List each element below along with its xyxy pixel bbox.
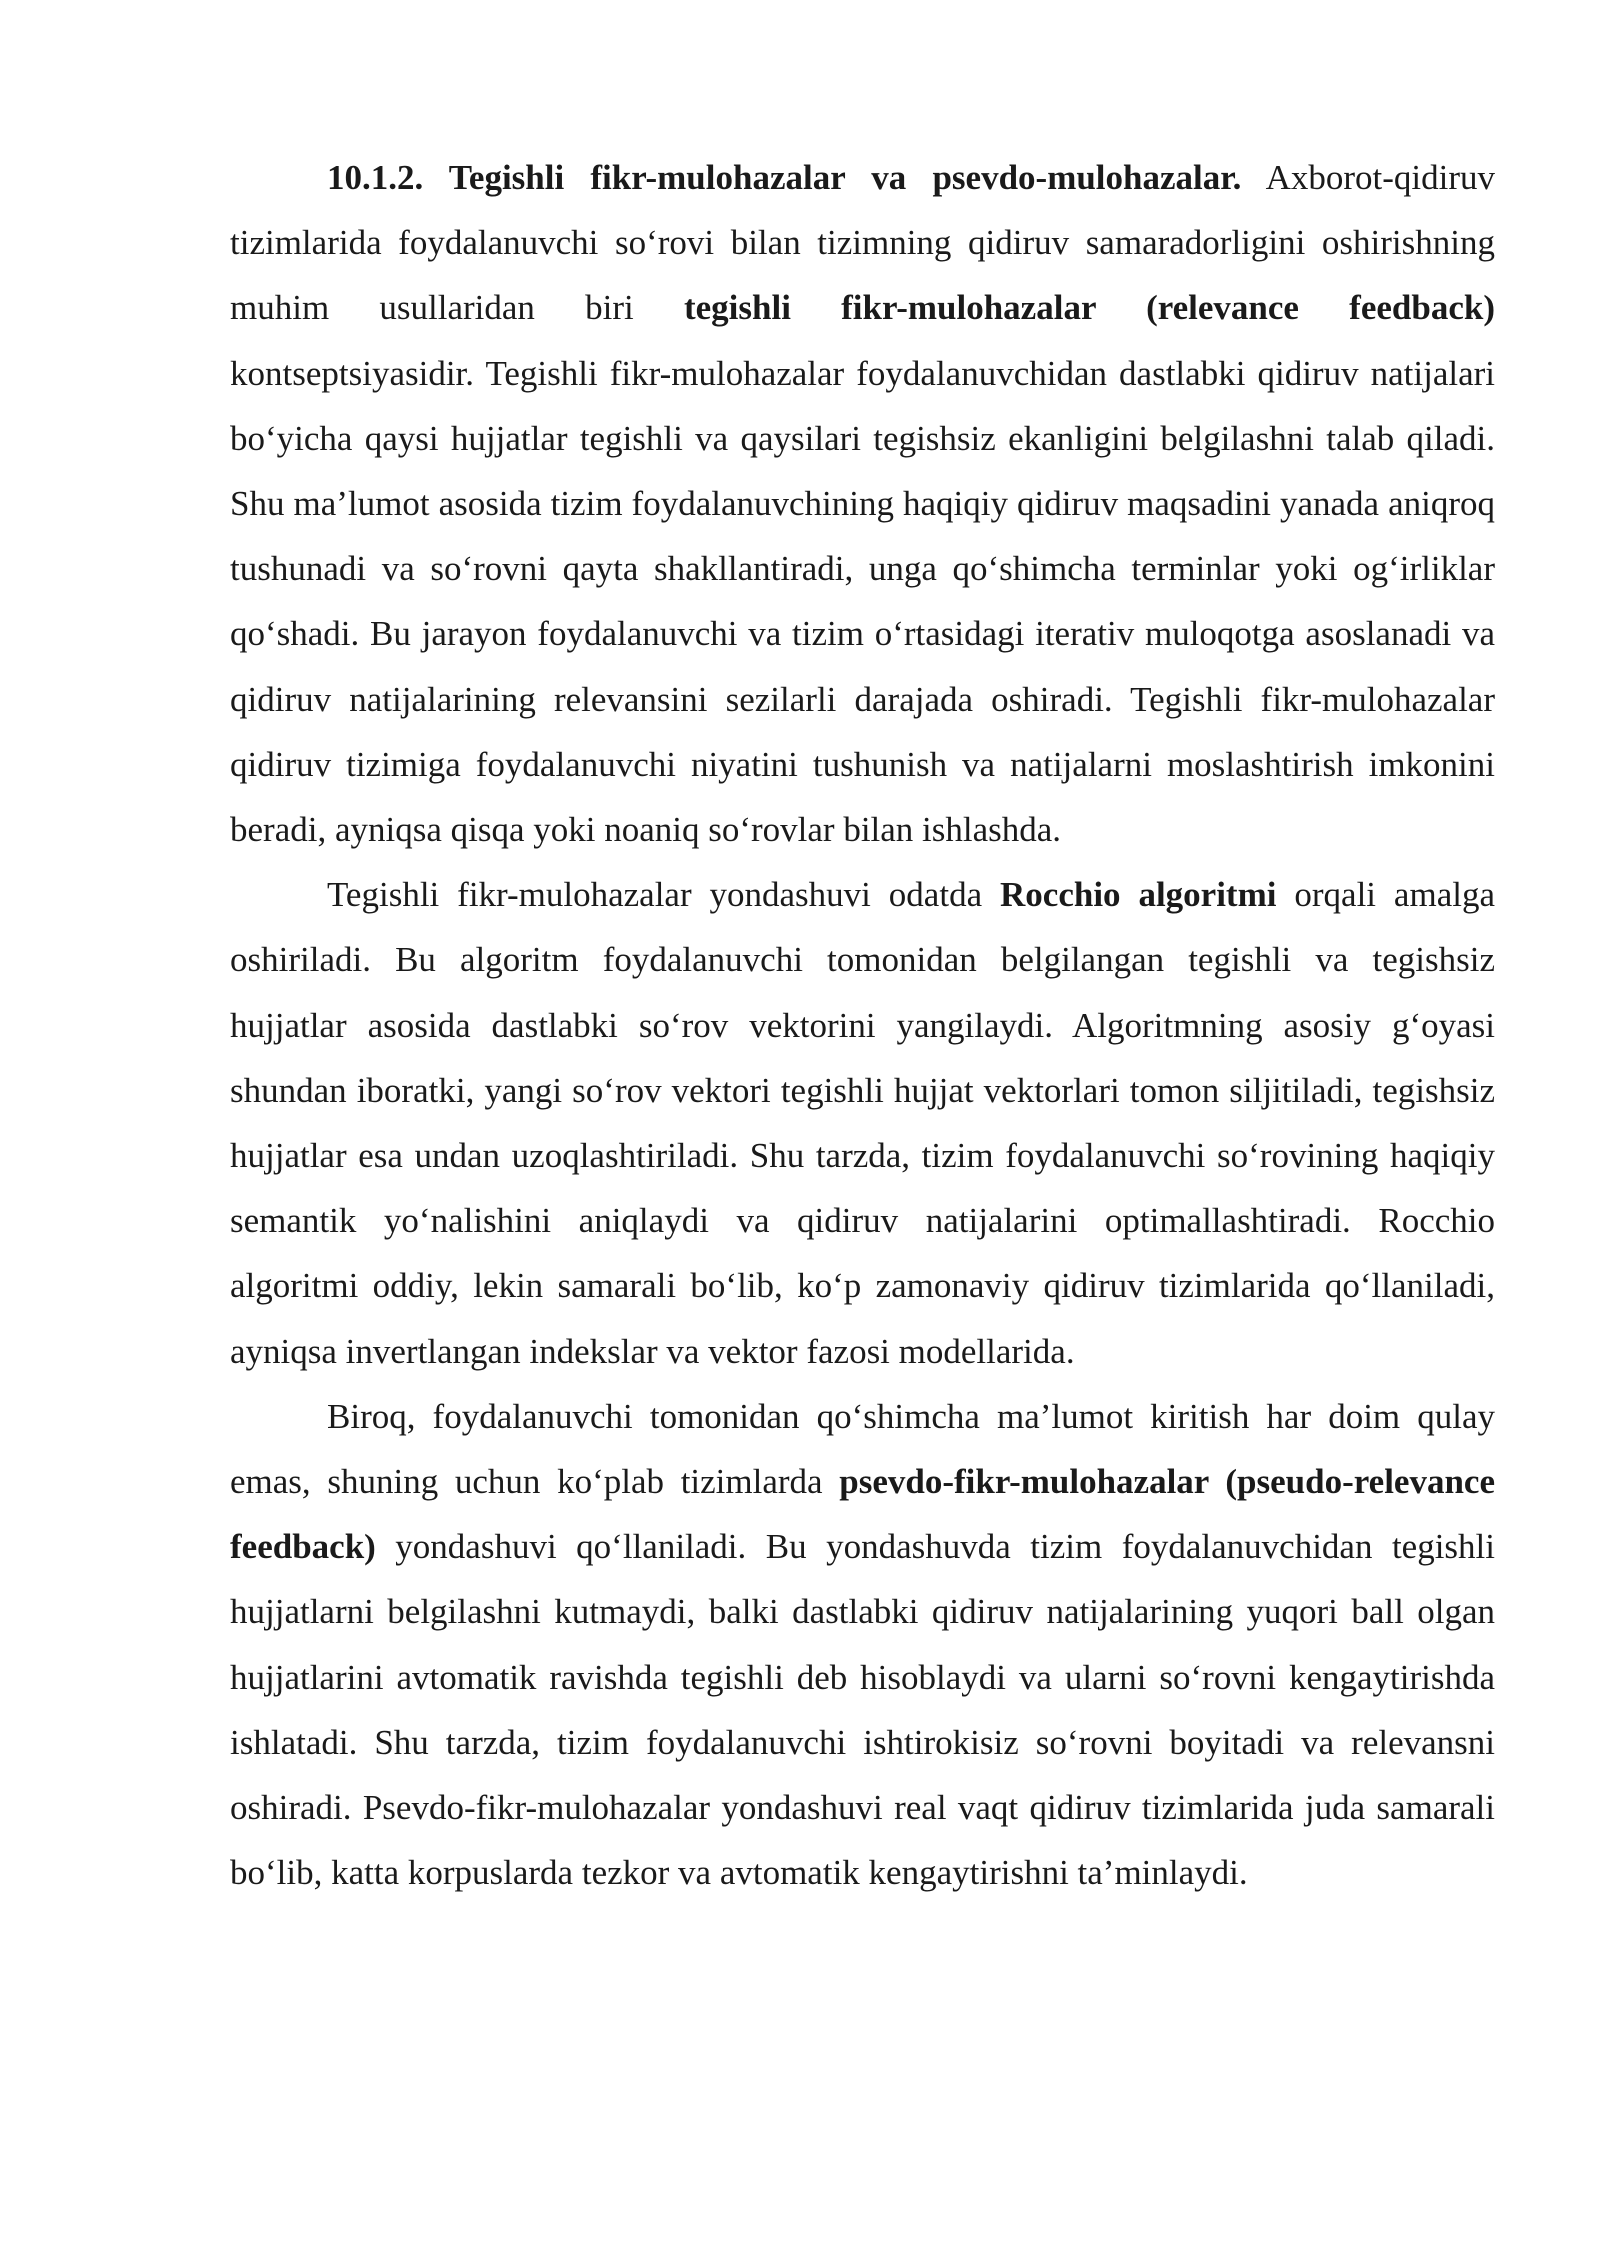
paragraph-rocchio <box>230 862 1495 1384</box>
paragraph-text: Axborot-qidiruv tizimlarida foydalanuvchi so‘rovi bilan tizimning qidiruv samaradorligini oshirishning muhim usullaridan biri <box>230 158 1496 328</box>
bold-term: tegishli fikr-mulohazalar (relevance feedback) <box>683 288 1495 328</box>
paragraph-text: kontseptsiyasidir. Tegishli fikr-mulohazalar foydalanuvchidan dastlabki qidiruv natijalari bo‘yicha qaysi hujjatlar tegishli va qaysilari tegishsiz ekanligini belgilashni talab qiladi. Shu ma’lumot asosida tizim foydalanuvchining haqiqiy qidiruv maqsadini yanada aniqroq tushunadi va so‘rovni qayta shakllantiradi, unga qo‘shimcha terminlar yoki og‘irliklar qo‘shadi. Bu jarayon foydalanuvchi va tizim o‘rtasidagi iterativ muloqotga asoslanadi va qidiruv natijalarining relevansini sezilarli darajada oshiradi. Tegishli fikr-mulohazalar qidiruv tizimiga foydalanuvchi niyatini tushunish va natijalarni moslashtirish imkonini beradi, ayniqsa qisqa yoki noaniq so‘rovlar bilan ishlashda. <box>230 353 1495 850</box>
paragraph-text: Biroq, foydalanuvchi tomonidan qo‘shimcha ma’lumot kiritish har doim qulay emas, shuning uchun ko‘plab tizimlarda <box>230 1396 1495 1502</box>
paragraph-pseudo-relevance <box>230 1384 1495 1906</box>
bold-term: psevdo-fikr-mulohazalar (pseudo-relevance feedback) <box>230 1462 1495 1567</box>
paragraph-text: Tegishli fikr-mulohazalar yondashuvi odatda <box>327 875 1001 915</box>
paragraph-text: yondashuvi qo‘llaniladi. Bu yondashuvda tizim foydalanuvchidan tegishli hujjatlarni belgilashni kutmaydi, balki dastlabki qidiruv natijalarining yuqori ball olgan hujjatlarini avtomatik ravishda tegishli deb hisoblaydi va ularni so‘rovni kengaytirishda ishlatadi. Shu tarzda, tizim foydalanuvchi ishtirokisiz so‘rovni boyitadi va relevansni oshiradi. Psevdo-fikr-mulohazalar yondashuvi real vaqt qidiruv tizimlarida juda samarali bo‘lib, katta korpuslarda tezkor va avtomatik kengaytirishni ta’minlaydi. <box>230 1527 1495 1893</box>
section-heading: 10.1.2. Tegishli fikr-mulohazalar va psevdo-mulohazalar. <box>327 158 1242 197</box>
bold-term: Rocchio algoritmi <box>1000 875 1277 915</box>
paragraph-text: orqali amalga oshiriladi. Bu algoritm foydalanuvchi tomonidan belgilangan tegishli va tegishsiz hujjatlar asosida dastlabki so‘rov vektorini yangilaydi. Algoritmning asosiy g‘oyasi shundan iboratki, yangi so‘rov vektori tegishli hujjat vektorlari tomon siljitiladi, tegishsiz hujjatlar esa undan uzoqlashtiriladi. Shu tarzda, tizim foydalanuvchi so‘rovining haqiqiy semantik yo‘nalishini aniqlaydi va qidiruv natijalarini optimallashtiradi. Rocchio algoritmi oddiy, lekin samarali bo‘lib, ko‘p zamonaviy qidiruv tizimlarida qo‘llaniladi, ayniqsa invertlangan indekslar va vektor fazosi modellarida. <box>230 875 1495 1371</box>
paragraph-relevance-feedback <box>230 145 1495 862</box>
document-body <box>230 145 1495 1905</box>
